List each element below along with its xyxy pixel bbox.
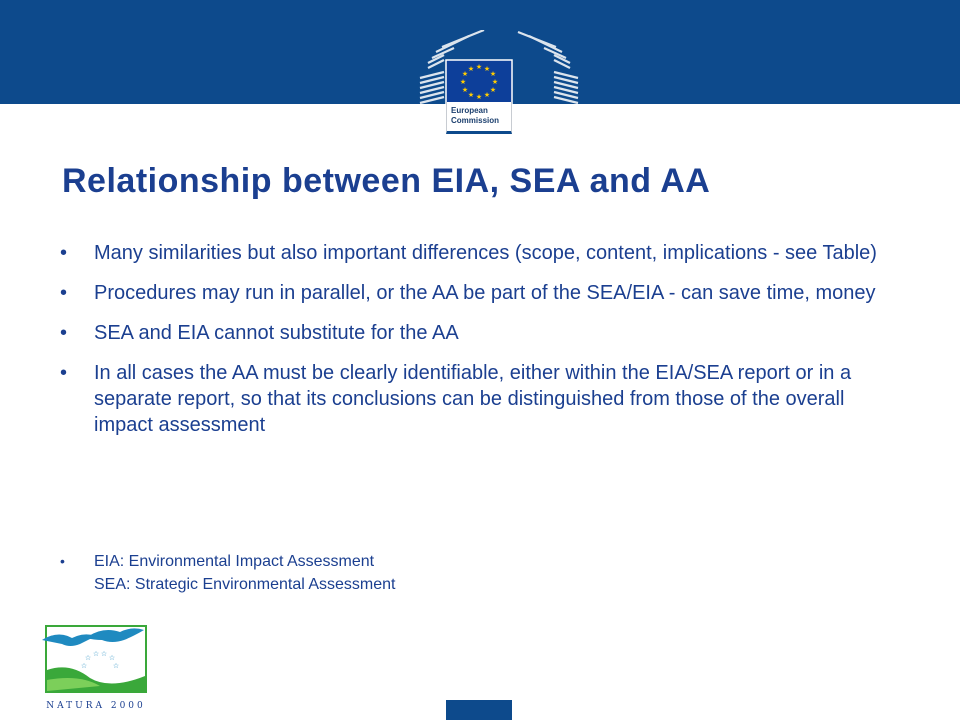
logo-text-commission: Commission — [451, 116, 500, 125]
natura-label: NATURA 2000 — [46, 701, 146, 711]
abbreviation-notes — [60, 550, 890, 596]
svg-text:★: ★ — [483, 91, 491, 99]
bullet-icon: • — [60, 242, 68, 264]
bullet-item — [60, 280, 890, 306]
svg-text:★: ★ — [461, 70, 469, 78]
bullet-list — [60, 240, 890, 452]
svg-text:★: ★ — [483, 65, 491, 73]
svg-text:★: ★ — [461, 86, 469, 94]
bottom-tab — [446, 700, 512, 720]
bullet-text: SEA and EIA cannot substitute for the AA — [94, 322, 459, 344]
svg-text:☆: ☆ — [112, 662, 120, 670]
bullet-icon: • — [60, 553, 65, 569]
bullet-item — [60, 320, 890, 346]
svg-text:★: ★ — [475, 63, 483, 71]
logo-caption — [446, 102, 512, 134]
svg-text:★: ★ — [467, 65, 475, 73]
bullet-icon: • — [60, 322, 68, 344]
svg-text:☆: ☆ — [92, 650, 100, 658]
note-item — [60, 550, 890, 596]
svg-text:☆: ☆ — [108, 654, 116, 662]
bullet-text: Many similarities but also important differences (scope, content, implications - see Table) — [94, 242, 877, 264]
slide-title: Relationship between EIA, SEA and AA — [62, 162, 711, 200]
note-eia: EIA: Environmental Impact Assessment — [94, 553, 375, 570]
svg-text:★: ★ — [467, 91, 475, 99]
svg-text:☆: ☆ — [84, 654, 92, 662]
bullet-icon: • — [60, 362, 68, 384]
svg-text:☆: ☆ — [80, 662, 88, 670]
svg-text:★: ★ — [459, 78, 467, 86]
logo-text-european: European — [451, 106, 488, 115]
bullet-icon: • — [60, 282, 68, 304]
bullet-text: Procedures may run in parallel, or the AA be part of the SEA/EIA - can save time, money — [94, 282, 876, 304]
bullet-text: In all cases the AA must be clearly identifiable, either within the EIA/SEA report or in a separate report, so that its conclusions can be distinguished from those of the overall impact assessment — [94, 362, 852, 436]
svg-text:☆: ☆ — [100, 650, 108, 658]
bullet-item — [60, 240, 890, 266]
svg-text:★: ★ — [491, 78, 499, 86]
note-sea: SEA: Strategic Environmental Assessment — [94, 576, 396, 593]
bullet-item — [60, 360, 890, 438]
svg-text:★: ★ — [489, 70, 497, 78]
svg-text:★: ★ — [475, 93, 483, 101]
svg-text:★: ★ — [489, 86, 497, 94]
natura-2000-logo — [40, 618, 150, 718]
